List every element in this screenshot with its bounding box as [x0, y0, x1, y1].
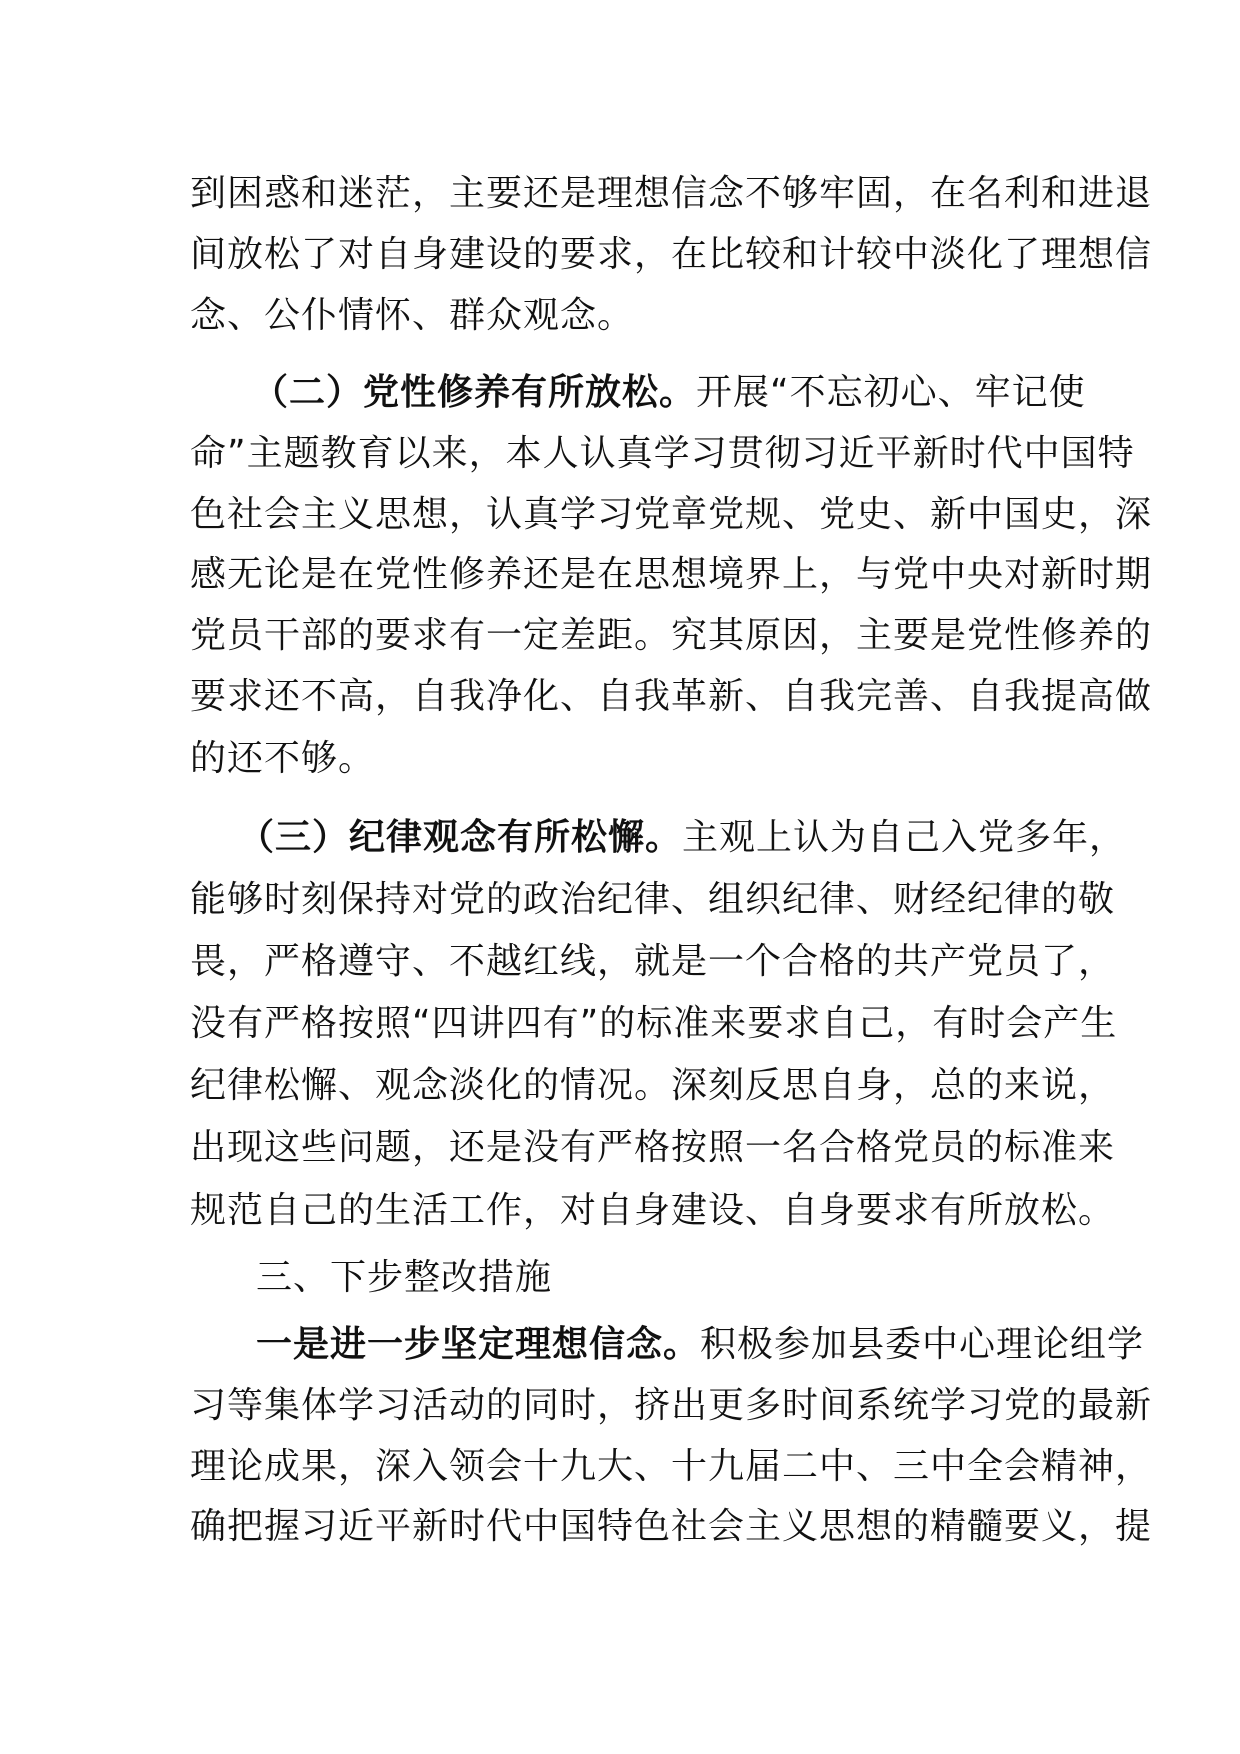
- paragraph-4-line-2: 习等集体学习活动的同时，挤出更多时间系统学习党的最新: [190, 1385, 1153, 1426]
- paragraph-2-line-7: 的还不够。: [190, 738, 376, 779]
- paragraph-1-line-2: 间放松了对自身建设的要求，在比较和计较中淡化了理想信: [190, 234, 1153, 275]
- paragraph-3-line-7: 规范自己的生活工作，对自身建设、自身要求有所放松。: [190, 1190, 1116, 1231]
- paragraph-3-line-1: [238, 816, 1126, 860]
- paragraph-1-line-3: 念、公仆情怀、群众观念。: [190, 295, 635, 336]
- paragraph-4-first-line-text: 积极参加县委中心理论组学: [700, 1324, 1145, 1365]
- paragraph-4-heading: 一是进一步坚定理想信念。: [256, 1324, 701, 1365]
- section-3-title: 三、下步整改措施: [256, 1257, 553, 1298]
- paragraph-3-line-3: 畏，严格遵守、不越红线，就是一个合格的共产党员了，: [190, 941, 1116, 982]
- paragraph-3-line-6: 出现这些问题，还是没有严格按照一名合格党员的标准来: [190, 1127, 1116, 1168]
- paragraph-3-line-5: 纪律松懈、观念淡化的情况。深刻反思自身，总的来说，: [190, 1065, 1116, 1106]
- paragraph-4-line-4: 确把握习近平新时代中国特色社会主义思想的精髓要义，提: [190, 1506, 1153, 1547]
- paragraph-1-line-1: 到困惑和迷茫，主要还是理想信念不够牢固，在名利和进退: [190, 173, 1153, 214]
- paragraph-3-heading: （三）纪律观念有所松懈。: [238, 817, 683, 858]
- paragraph-2-first-line-text: 开展“不忘初心、牢记使: [696, 372, 1086, 413]
- paragraph-2-line-3: 色社会主义思想，认真学习党章党规、党史、新中国史，深: [190, 494, 1153, 535]
- paragraph-3-line-2: 能够时刻保持对党的政治纪律、组织纪律、财经纪律的敬: [190, 879, 1116, 920]
- paragraph-4-line-1: [256, 1323, 1144, 1367]
- paragraph-3-first-line-text: 主观上认为自己入党多年，: [682, 817, 1127, 858]
- paragraph-2-line-6: 要求还不高，自我净化、自我革新、自我完善、自我提高做: [190, 676, 1153, 717]
- paragraph-2-line-4: 感无论是在党性修养还是在思想境界上，与党中央对新时期: [190, 554, 1153, 595]
- paragraph-4-line-3: 理论成果，深入领会十九大、十九届二中、三中全会精神，: [190, 1446, 1153, 1487]
- paragraph-2-heading: （二）党性修养有所放松。: [252, 372, 697, 413]
- paragraph-2-line-5: 党员干部的要求有一定差距。究其原因，主要是党性修养的: [190, 615, 1153, 656]
- paragraph-2-line-2: 命”主题教育以来，本人认真学习贯彻习近平新时代中国特: [190, 433, 1135, 474]
- paragraph-3-line-4: 没有严格按照“四讲四有”的标准来要求自己，有时会产生: [190, 1003, 1118, 1044]
- paragraph-2-line-1: [252, 371, 1086, 415]
